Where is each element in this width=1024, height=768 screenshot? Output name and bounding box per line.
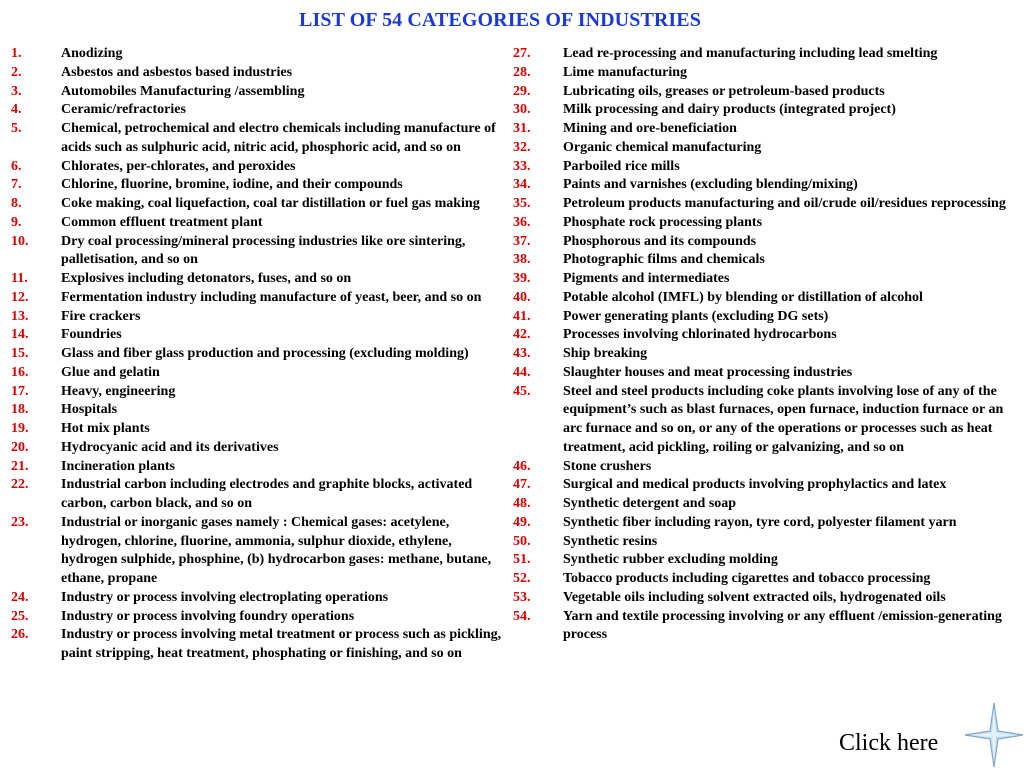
- list-item: [11, 45, 507, 64]
- item-text: Lubricating oils, greases or petroleum-based products: [563, 83, 885, 99]
- list-item: [513, 326, 1009, 345]
- item-text: Chemical, petrochemical and electro chemicals including manufacture of acids such as sulphuric acid, nitric acid, phosphoric acid, and so on: [61, 121, 496, 155]
- item-text: Industrial or inorganic gases namely : Chemical gases: acetylene, hydrogen, chlorine, fluorine, ammonia, sulphur dioxide, ethylene, hydrogen sulphide, phosphine, (b) hydrocarbon gases: methane, butane, ethane, propane: [61, 514, 492, 586]
- list-item: [11, 589, 507, 608]
- list-item: [513, 214, 1009, 233]
- item-number: 17.: [11, 383, 29, 399]
- item-text: Synthetic rubber excluding molding: [563, 552, 778, 568]
- item-text: Foundries: [61, 327, 122, 343]
- list-item: [11, 64, 507, 83]
- item-text: Ship breaking: [563, 346, 648, 361]
- item-number: 1.: [11, 46, 22, 61]
- item-text: Lead re-processing and manufacturing including lead smelting: [563, 46, 938, 61]
- list-item: [11, 401, 507, 420]
- item-text: Ceramic/refractories: [61, 102, 186, 118]
- list-item: [513, 139, 1009, 158]
- list-item: [11, 214, 507, 233]
- item-text: Glass and fiber glass production and processing (excluding molding): [61, 346, 469, 361]
- item-number: 33.: [513, 158, 531, 174]
- list-item: [11, 308, 507, 327]
- list-item: [513, 345, 1009, 364]
- item-text: Industry or process involving foundry operations: [61, 608, 355, 624]
- item-number: 24.: [11, 589, 29, 605]
- list-item: [11, 420, 507, 439]
- item-number: 18.: [11, 402, 29, 418]
- list-item: [11, 233, 507, 271]
- list-item: [11, 326, 507, 345]
- item-text: Hydrocyanic acid and its derivatives: [61, 439, 279, 455]
- item-text: Dry coal processing/mineral processing industries like ore sintering, palletisation, and so on: [61, 233, 466, 268]
- item-text: Petroleum products manufacturing and oil/crude oil/residues reprocessing: [563, 196, 1006, 211]
- list-item: [11, 476, 507, 514]
- item-number: 3.: [11, 83, 22, 99]
- item-text: Heavy, engineering: [61, 383, 176, 399]
- item-text: Asbestos and asbestos based industries: [61, 64, 293, 80]
- item-text: Synthetic resins: [563, 533, 658, 549]
- item-text: Paints and varnishes (excluding blending/mixing): [563, 177, 858, 193]
- list-item: [513, 383, 1009, 458]
- item-text: Industrial carbon including electrodes and graphite blocks, activated carbon, carbon black, and so on: [61, 477, 473, 511]
- item-text: Lime manufacturing: [563, 64, 688, 80]
- item-text: Potable alcohol (IMFL) by blending or distillation of alcohol: [563, 289, 923, 305]
- list-item: [513, 589, 1009, 608]
- page-title: LIST OF 54 CATEGORIES OF INDUSTRIES: [299, 9, 701, 31]
- item-number: 12.: [11, 289, 29, 305]
- list-item: [513, 270, 1009, 289]
- item-number: 10.: [11, 233, 29, 249]
- item-text: Vegetable oils including solvent extracted oils, hydrogenated oils: [563, 589, 946, 605]
- item-number: 41.: [513, 308, 531, 324]
- list-item: [11, 195, 507, 214]
- item-number: 45.: [513, 383, 531, 399]
- item-text: Organic chemical manufacturing: [563, 139, 762, 155]
- item-text: Industry or process involving electroplating operations: [61, 589, 389, 605]
- list-item: [513, 608, 1009, 646]
- item-text: Hot mix plants: [61, 421, 150, 436]
- item-text: Phosphorous and its compounds: [563, 233, 757, 249]
- list-item: [513, 251, 1009, 270]
- item-number: 37.: [513, 233, 531, 249]
- item-number: 39.: [513, 271, 531, 286]
- item-number: 6.: [11, 158, 22, 174]
- list-item: [11, 158, 507, 177]
- item-text: Photographic films and chemicals: [563, 252, 765, 268]
- item-number: 22.: [11, 477, 29, 493]
- list-item: [513, 120, 1009, 139]
- item-number: 47.: [513, 477, 531, 493]
- item-text: Slaughter houses and meat processing industries: [563, 364, 853, 380]
- item-text: Tobacco products including cigarettes and tobacco processing: [563, 571, 931, 586]
- item-text: Mining and ore-beneficiation: [563, 121, 737, 136]
- item-number: 46.: [513, 458, 531, 474]
- list-item: [11, 270, 507, 289]
- list-item: [513, 83, 1009, 102]
- list-item: [513, 289, 1009, 308]
- item-number: 25.: [11, 608, 29, 624]
- list-item: [513, 101, 1009, 120]
- item-text: Fire crackers: [61, 308, 141, 324]
- item-text: Parboiled rice mills: [563, 158, 680, 174]
- item-number: 50.: [513, 533, 531, 549]
- item-text: Hospitals: [61, 402, 118, 418]
- item-text: Synthetic fiber including rayon, tyre cord, polyester filament yarn: [563, 514, 957, 530]
- list-item: [11, 626, 507, 664]
- list-item: [513, 458, 1009, 477]
- item-text: Pigments and intermediates: [563, 271, 730, 286]
- item-number: 53.: [513, 589, 531, 605]
- list-item: [11, 364, 507, 383]
- item-number: 5.: [11, 121, 22, 136]
- item-text: Coke making, coal liquefaction, coal tar distillation or fuel gas making: [61, 196, 480, 211]
- list-item: [513, 45, 1009, 64]
- industry-list-left: [11, 45, 507, 664]
- item-number: 38.: [513, 252, 531, 268]
- item-text: Industry or process involving metal treatment or process such as pickling, paint stripping, heat treatment, phosphating or finishing, and so on: [61, 627, 502, 661]
- list-item: [513, 176, 1009, 195]
- item-number: 32.: [513, 139, 531, 155]
- list-item: [513, 233, 1009, 252]
- list-item: [513, 514, 1009, 533]
- item-number: 2.: [11, 64, 22, 80]
- item-number: 54.: [513, 608, 531, 624]
- list-item: [513, 64, 1009, 83]
- item-number: 28.: [513, 64, 531, 80]
- list-item: [513, 570, 1009, 589]
- item-number: 11.: [11, 271, 28, 286]
- item-number: 4.: [11, 102, 22, 118]
- list-item: [11, 176, 507, 195]
- item-number: 13.: [11, 308, 29, 324]
- item-number: 35.: [513, 196, 531, 211]
- list-item: [11, 101, 507, 120]
- item-text: Synthetic detergent and soap: [563, 496, 737, 511]
- list-item: [11, 120, 507, 158]
- click-here-link[interactable]: [836, 730, 1024, 768]
- item-number: 23.: [11, 514, 29, 530]
- list-item: [11, 608, 507, 627]
- item-text: Processes involving chlorinated hydrocarbons: [563, 327, 837, 343]
- list-item: [513, 364, 1009, 383]
- list-item: [11, 83, 507, 102]
- item-number: 51.: [513, 552, 531, 568]
- list-item: [11, 289, 507, 308]
- item-number: 44.: [513, 364, 531, 380]
- item-text: Yarn and textile processing involving or any effluent /emission-generating process: [563, 608, 1002, 643]
- star-icon[interactable]: [964, 702, 1024, 768]
- item-number: 52.: [513, 571, 531, 586]
- item-text: Automobiles Manufacturing /assembling: [61, 83, 305, 99]
- item-number: 43.: [513, 346, 531, 361]
- item-number: 48.: [513, 496, 531, 511]
- item-number: 16.: [11, 364, 29, 380]
- item-number: 15.: [11, 346, 29, 361]
- list-item: [513, 195, 1009, 214]
- item-number: 21.: [11, 458, 29, 474]
- item-text: Common effluent treatment plant: [61, 214, 263, 230]
- item-number: 42.: [513, 327, 531, 343]
- list-item: [11, 458, 507, 477]
- item-text: Steel and steel products including coke plants involving lose of any of the equipment’s such as blast furnaces, open furnace, induction furnace or an arc furnace and so on, or any of the operations or processes such as heat treatment, acid pickling, roiling or galvanizing, and so on: [563, 383, 1004, 455]
- item-text: Explosives including detonators, fuses, and so on: [61, 271, 352, 286]
- list-item: [513, 551, 1009, 570]
- item-number: 9.: [11, 214, 22, 230]
- item-text: Phosphate rock processing plants: [563, 214, 763, 230]
- click-here-label[interactable]: Click here: [839, 730, 939, 756]
- list-item: [513, 476, 1009, 495]
- list-item: [11, 514, 507, 589]
- item-number: 40.: [513, 289, 531, 305]
- item-number: 27.: [513, 46, 531, 61]
- item-number: 26.: [11, 627, 29, 643]
- list-item: [513, 533, 1009, 552]
- item-text: Glue and gelatin: [61, 364, 160, 380]
- list-item: [513, 495, 1009, 514]
- item-text: Surgical and medical products involving prophylactics and latex: [563, 477, 947, 493]
- list-item: [513, 158, 1009, 177]
- item-number: 36.: [513, 214, 531, 230]
- industry-list-right: [513, 45, 1009, 645]
- list-item: [11, 383, 507, 402]
- item-text: Milk processing and dairy products (integrated project): [563, 102, 896, 118]
- item-number: 30.: [513, 102, 531, 118]
- item-number: 7.: [11, 177, 22, 193]
- item-number: 29.: [513, 83, 531, 99]
- item-text: Incineration plants: [61, 458, 175, 474]
- item-text: Chlorates, per-chlorates, and peroxides: [61, 158, 296, 174]
- list-item: [11, 345, 507, 364]
- item-number: 49.: [513, 514, 531, 530]
- item-number: 14.: [11, 327, 29, 343]
- item-number: 19.: [11, 421, 29, 436]
- list-item: [513, 308, 1009, 327]
- list-item: [11, 439, 507, 458]
- item-number: 20.: [11, 439, 29, 455]
- item-text: Fermentation industry including manufacture of yeast, beer, and so on: [61, 289, 482, 305]
- item-number: 8.: [11, 196, 22, 211]
- item-text: Chlorine, fluorine, bromine, iodine, and their compounds: [61, 177, 403, 193]
- item-number: 34.: [513, 177, 531, 193]
- item-text: Anodizing: [61, 46, 123, 61]
- item-text: Power generating plants (excluding DG sets): [563, 308, 829, 324]
- item-number: 31.: [513, 121, 531, 136]
- item-text: Stone crushers: [563, 458, 652, 474]
